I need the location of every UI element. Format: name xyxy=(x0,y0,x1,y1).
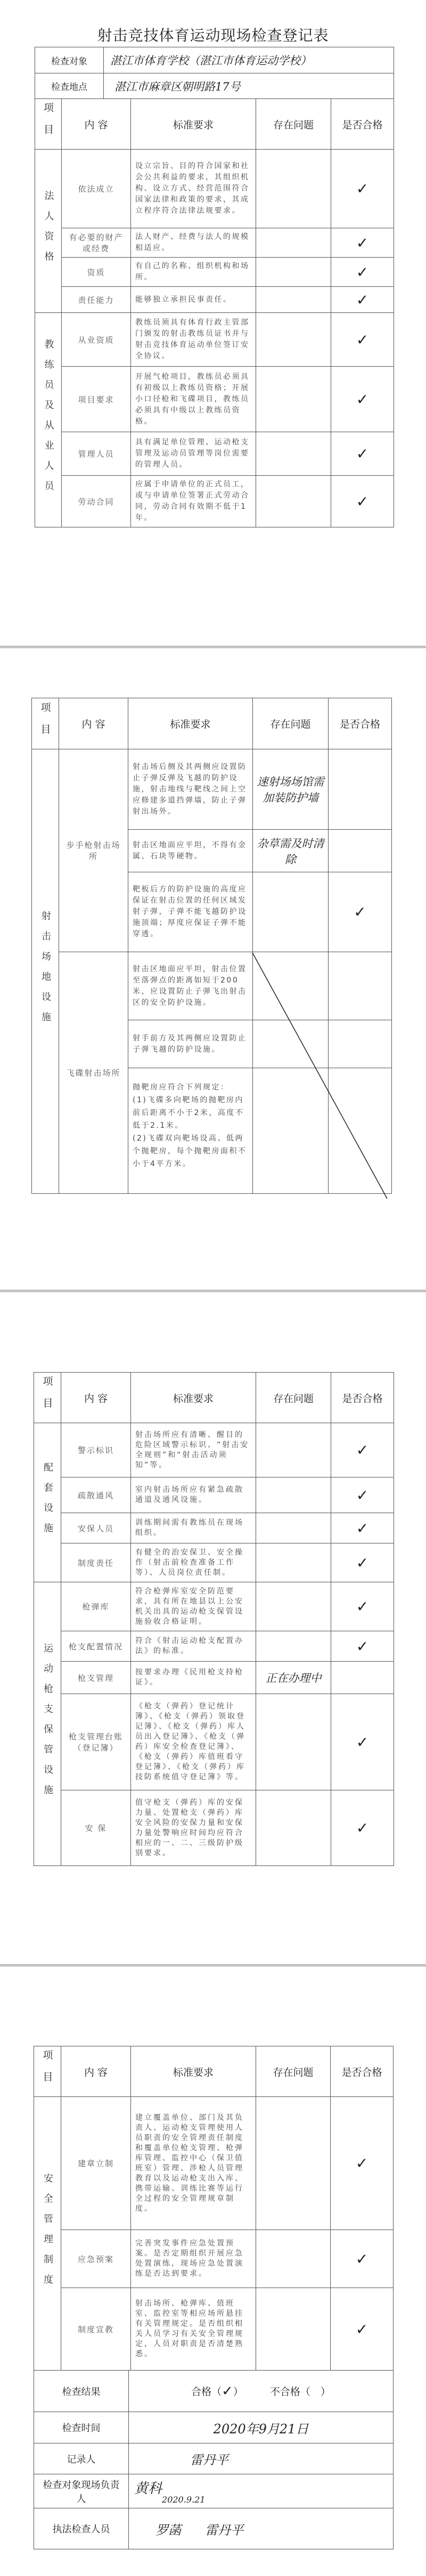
existing-issue xyxy=(256,2288,331,2371)
content-label: 安 保 xyxy=(61,1790,131,1866)
existing-issue xyxy=(256,2096,331,2230)
existing-issue xyxy=(256,1631,331,1662)
standard-requirement: 抛靶房应符合下列规定： (1)飞碟多向靶场的抛靶房内前后距离不小于2米，高度不低于2.1米。 (2)飞碟双向靶场设高、低两个抛靶房，每个抛靶房面积不小于4平方米。 xyxy=(128,1068,253,1194)
standard-requirement: 训练期间需有教练员在现场组织。 xyxy=(130,1513,256,1543)
column-header-content: 内 容 xyxy=(61,2046,131,2097)
standard-requirement: 有健全的治安保卫、安全操作（射击前检查准备工作等）、人员岗位责任制。 xyxy=(130,1543,256,1582)
existing-issue: 杂草需及时清除 xyxy=(252,829,329,872)
content-label: 管理人员 xyxy=(61,432,131,476)
cell-text: 项目 xyxy=(41,1376,53,1419)
inspector-signature: 雷丹平 xyxy=(205,2522,243,2538)
standard-requirement: 射击区地面应平坦，射击位置至落弹点的距离如短于200米，应设置防止子弹飞出射击区的安全防护设施。 xyxy=(128,952,253,1020)
pass-label: 合格（ xyxy=(191,2386,222,2398)
page-separator xyxy=(0,646,426,648)
standard-requirement: 值守枪支（弹药）库的安保力量、处置枪支（弹药）库安全风险的安保力量和安保力量处警响应时间均应符合相应的一、二、三级防护级别要求。 xyxy=(130,1790,256,1866)
recorder-value: 雷丹平 xyxy=(128,2443,394,2474)
law-enforcement-inspectors-label: 执法检查人员 xyxy=(34,2508,129,2549)
inspection-target-label: 检查对象 xyxy=(35,47,104,73)
pass-checkmark: ✓ xyxy=(330,2096,394,2230)
existing-issue xyxy=(256,1423,331,1477)
standard-requirement: 法人财产、经费与法人的规模相适应。 xyxy=(130,228,256,258)
pass-checkmark: ✓ xyxy=(331,1582,394,1631)
column-header-content: 内 容 xyxy=(61,1372,131,1423)
existing-issue xyxy=(256,366,331,432)
content-label: 依法成立 xyxy=(61,149,131,228)
column-header-issue: 存在问题 xyxy=(256,98,331,150)
cell-text: 法人资格 xyxy=(43,191,54,271)
existing-issue xyxy=(252,1020,329,1068)
content-label: 步手枪射击场所 xyxy=(59,749,128,952)
column-header-pass: 是否合格 xyxy=(328,698,392,749)
cell-text: 项目 xyxy=(42,102,54,146)
column-header-item xyxy=(34,1372,61,1423)
pass-checkmark: ✓ xyxy=(331,228,394,258)
pass-checkmark: ✓ xyxy=(330,2230,394,2288)
pass-checkmark: ✓ xyxy=(331,1513,394,1543)
content-label: 资质 xyxy=(61,257,131,287)
column-header-standard: 标准要求 xyxy=(130,2046,256,2097)
standard-requirement: 具有满足单位管理、运动枪支管理及运动员管理等岗位需要的管理人员。 xyxy=(130,432,256,476)
category-label xyxy=(34,2096,61,2371)
pass-checkmark: ✓ xyxy=(331,312,394,367)
standard-requirement: 开展气枪项目，教练员必须具有初级以上教练员资格；开展小口径枪和飞碟项目，教练员必须具有中级以上教练员资格。 xyxy=(130,366,256,432)
inspection-time-label: 检查时间 xyxy=(34,2412,129,2443)
existing-issue xyxy=(256,1543,331,1582)
standard-requirement: 射击场所、枪弹库、值班室、监控室等相应场所悬挂有关管理规定。是否组织相关人员学习有关安全管理规定，人员对职责是否清楚熟悉。 xyxy=(130,2288,256,2371)
pass-checkmark: ✓ xyxy=(331,366,394,432)
pass-checkmark: ✓ xyxy=(330,2288,394,2371)
inspection-result-value xyxy=(128,2370,394,2412)
category-label xyxy=(34,1582,61,1866)
content-label: 枪弹库 xyxy=(61,1582,131,1631)
column-header-standard: 标准要求 xyxy=(130,98,256,150)
pass-checkmark: ✓ xyxy=(331,1631,394,1662)
existing-issue xyxy=(256,1790,331,1866)
column-header-content: 内 容 xyxy=(59,698,128,749)
content-label: 建章立制 xyxy=(61,2096,131,2230)
pass-checkmark: ✓ xyxy=(331,1790,394,1866)
existing-issue xyxy=(256,312,331,367)
pass-checkmark xyxy=(328,952,392,1020)
cell-text: 项目 xyxy=(39,701,51,746)
existing-issue xyxy=(256,228,331,258)
form-title: 射击竞技体育运动现场检查登记表 xyxy=(97,27,329,44)
onsite-responsible-label: 检查对象现场负责人 xyxy=(34,2474,129,2508)
cell-text: 安全管理制度 xyxy=(42,2173,53,2294)
standard-requirement: 符合枪弹库室安全防范要求，具有所在地县以上公安机关出具的运动枪支保管设施验收合格证明。 xyxy=(130,1582,256,1631)
cell-text: 教练员及从业人员 xyxy=(43,339,54,501)
pass-checkmark: ✓ xyxy=(331,257,394,287)
standard-requirement: 射手前方及其两侧应设置防止子弹飞越的防护设施。 xyxy=(128,1020,253,1068)
content-label: 劳动合同 xyxy=(61,475,131,527)
existing-issue xyxy=(256,286,331,313)
content-label: 警示标识 xyxy=(61,1423,131,1477)
inspection-result-label: 检查结果 xyxy=(34,2370,129,2412)
column-header-item xyxy=(34,2046,61,2097)
column-header-pass: 是否合格 xyxy=(331,1372,394,1423)
existing-issue xyxy=(256,2230,331,2288)
standard-requirement: 完善突发事件应急处置预案。是否定期组织开展应急处置演练，现场应急处置演练是否达到要求。 xyxy=(130,2230,256,2288)
cell-text: 射击场地设施 xyxy=(40,911,51,1032)
existing-issue: 正在办理中 xyxy=(256,1661,331,1694)
pass-checkmark: ✓ xyxy=(331,1423,394,1477)
category-label xyxy=(31,749,59,1194)
pass-checkmark xyxy=(328,1068,392,1194)
standard-requirement: 靶板后方的防护设施的高度应保证在射击位置的任何区域发射子弹，子弹不能飞越防护设施顶端；厚度应保证子弹不能穿透。 xyxy=(128,872,253,952)
pass-checkmark xyxy=(328,749,392,830)
column-header-item xyxy=(31,698,59,749)
content-label: 疏散通风 xyxy=(61,1477,131,1513)
pass-close: ） xyxy=(233,2386,243,2398)
existing-issue xyxy=(252,872,329,952)
inspection-location-value: 湛江市麻章区朝明路17号 xyxy=(103,73,394,99)
pass-checkmark: ✓ xyxy=(328,872,392,952)
cell-text: 运动枪支保管设施 xyxy=(42,1643,53,1805)
pass-checkmark: ✓ xyxy=(331,1543,394,1582)
pass-checkmark: ✓ xyxy=(331,475,394,527)
pass-checkmark: ✓ xyxy=(331,1477,394,1513)
column-header-issue: 存在问题 xyxy=(256,1372,331,1423)
column-header-issue: 存在问题 xyxy=(256,2046,331,2097)
content-label: 枪支配置情况 xyxy=(61,1631,131,1662)
existing-issue xyxy=(256,1582,331,1631)
content-label: 安保人员 xyxy=(61,1513,131,1543)
standard-requirement: 设立宗旨、目的符合国家和社会公共利益的要求，其组织机构、设立方式、经营范围符合国家法律和政策的要求，其成立程序符合法律法规要求。 xyxy=(130,149,256,228)
page-separator xyxy=(0,1290,426,1292)
standard-requirement: 室内射击场所应有紧急疏散通道及通风设施。 xyxy=(130,1477,256,1513)
standard-requirement: 教练员须具有体育行政主管部门颁发的射击教练员证书并与射击竞技体育运动单位签订安全协议。 xyxy=(130,312,256,367)
recorder-label: 记录人 xyxy=(34,2443,129,2474)
column-header-standard: 标准要求 xyxy=(128,698,253,749)
standard-requirement: 射击区地面应平坦，不得有金属、石块等硬物。 xyxy=(128,829,253,872)
content-label: 责任能力 xyxy=(61,286,131,313)
content-label: 有必要的财产或经费 xyxy=(61,228,131,258)
content-label: 枪支管理 xyxy=(61,1661,131,1694)
fail-label: 不合格（ ） xyxy=(269,2386,331,2398)
standard-requirement: 按要求办理《民用枪支持枪证》。 xyxy=(130,1661,256,1694)
existing-issue xyxy=(256,1477,331,1513)
pass-checkmark xyxy=(328,829,392,872)
content-label: 制度宣教 xyxy=(61,2288,131,2371)
standard-requirement: 能够独立承担民事责任。 xyxy=(130,286,256,313)
standard-requirement: 《枪支（弹药）登记统计簿》、《枪支（弹药）领取登记簿》、《枪支（弹药）库人员出入登记簿》、《枪支（弹药）库安全检查登记簿》、《枪支（弹药）库值班看守登记簿》、《枪支（弹药）库技防系统值守登记簿》等。 xyxy=(130,1694,256,1790)
page-separator xyxy=(0,1964,426,1967)
cell-text: 项目 xyxy=(41,2050,53,2093)
category-label xyxy=(35,312,62,527)
onsite-responsible-value xyxy=(128,2474,394,2508)
existing-issue xyxy=(256,475,331,527)
existing-issue xyxy=(252,952,329,1020)
existing-issue xyxy=(256,432,331,476)
content-label: 枪支管理台账（登记簿） xyxy=(61,1694,131,1790)
column-header-standard: 标准要求 xyxy=(130,1372,256,1423)
existing-issue xyxy=(252,1068,329,1194)
inspection-location-label: 检查地点 xyxy=(35,73,104,99)
column-header-issue: 存在问题 xyxy=(252,698,329,749)
pass-checkmark xyxy=(328,1020,392,1068)
column-header-content: 内 容 xyxy=(61,98,131,150)
existing-issue: 速射场场馆需加装防护墙 xyxy=(252,749,329,830)
content-label: 从业资质 xyxy=(61,312,131,367)
column-header-item xyxy=(35,98,62,150)
pass-checkmark: ✓ xyxy=(331,1694,394,1790)
column-header-pass: 是否合格 xyxy=(330,2046,394,2097)
inspection-time-value: 2020年9月21日 xyxy=(128,2412,394,2443)
column-header-pass: 是否合格 xyxy=(331,98,394,150)
pass-checkmark: ✓ xyxy=(222,2383,233,2399)
standard-requirement: 符合《射击运动枪支配置办法》的标准。 xyxy=(130,1631,256,1662)
content-label: 项目要求 xyxy=(61,366,131,432)
content-label: 飞碟射击场所 xyxy=(59,952,128,1194)
standard-requirement: 有自己的名称、组织机构和场所。 xyxy=(130,257,256,287)
onsite-sign-date: 2020.9.21 xyxy=(162,2495,206,2505)
existing-issue xyxy=(256,1694,331,1790)
existing-issue xyxy=(256,257,331,287)
existing-issue xyxy=(256,149,331,228)
category-label xyxy=(35,149,62,313)
content-label: 应急预案 xyxy=(61,2230,131,2288)
inspection-target-value: 湛江市体育学校（湛江市体育运动学校） xyxy=(103,47,394,73)
pass-checkmark: ✓ xyxy=(331,149,394,228)
inspector-signature: 罗菡 xyxy=(155,2522,181,2538)
law-enforcement-inspectors-value xyxy=(128,2508,394,2549)
standard-requirement: 射击场所应有清晰、醒目的危险区域警示标识、“射击安全规则”和“射击活动须知”等。 xyxy=(130,1423,256,1477)
category-label xyxy=(34,1423,61,1582)
onsite-signature: 黄科 xyxy=(134,2481,162,2497)
standard-requirement: 应属于申请单位的正式员工，或与申请单位签署正式劳动合同，劳动合同有效期不低于1年。 xyxy=(130,475,256,527)
pass-checkmark: ✓ xyxy=(331,432,394,476)
pass-checkmark xyxy=(331,1661,394,1694)
existing-issue xyxy=(256,1513,331,1543)
pass-checkmark: ✓ xyxy=(331,286,394,313)
content-label: 制度责任 xyxy=(61,1543,131,1582)
standard-requirement: 建立覆盖单位、部门及其负责人、运动枪支管理使用人员职责的安全管理责任制度和覆盖单位枪支管理、枪弹库管理、监控中心（保卫值班室）管理、涉枪人员管理教育以及运动枪支出入库、携带运输、训练比赛等运行全过程的安全管理规章制度。 xyxy=(130,2096,256,2230)
cell-text: 配套设施 xyxy=(42,1462,53,1543)
standard-requirement: 射击场后侧及其两侧应设置防止子弹反弹及飞越的防护设施，射击地线与靶线之间上空应修建多道挡弹墙，防止子弹射出场外。 xyxy=(128,749,253,830)
